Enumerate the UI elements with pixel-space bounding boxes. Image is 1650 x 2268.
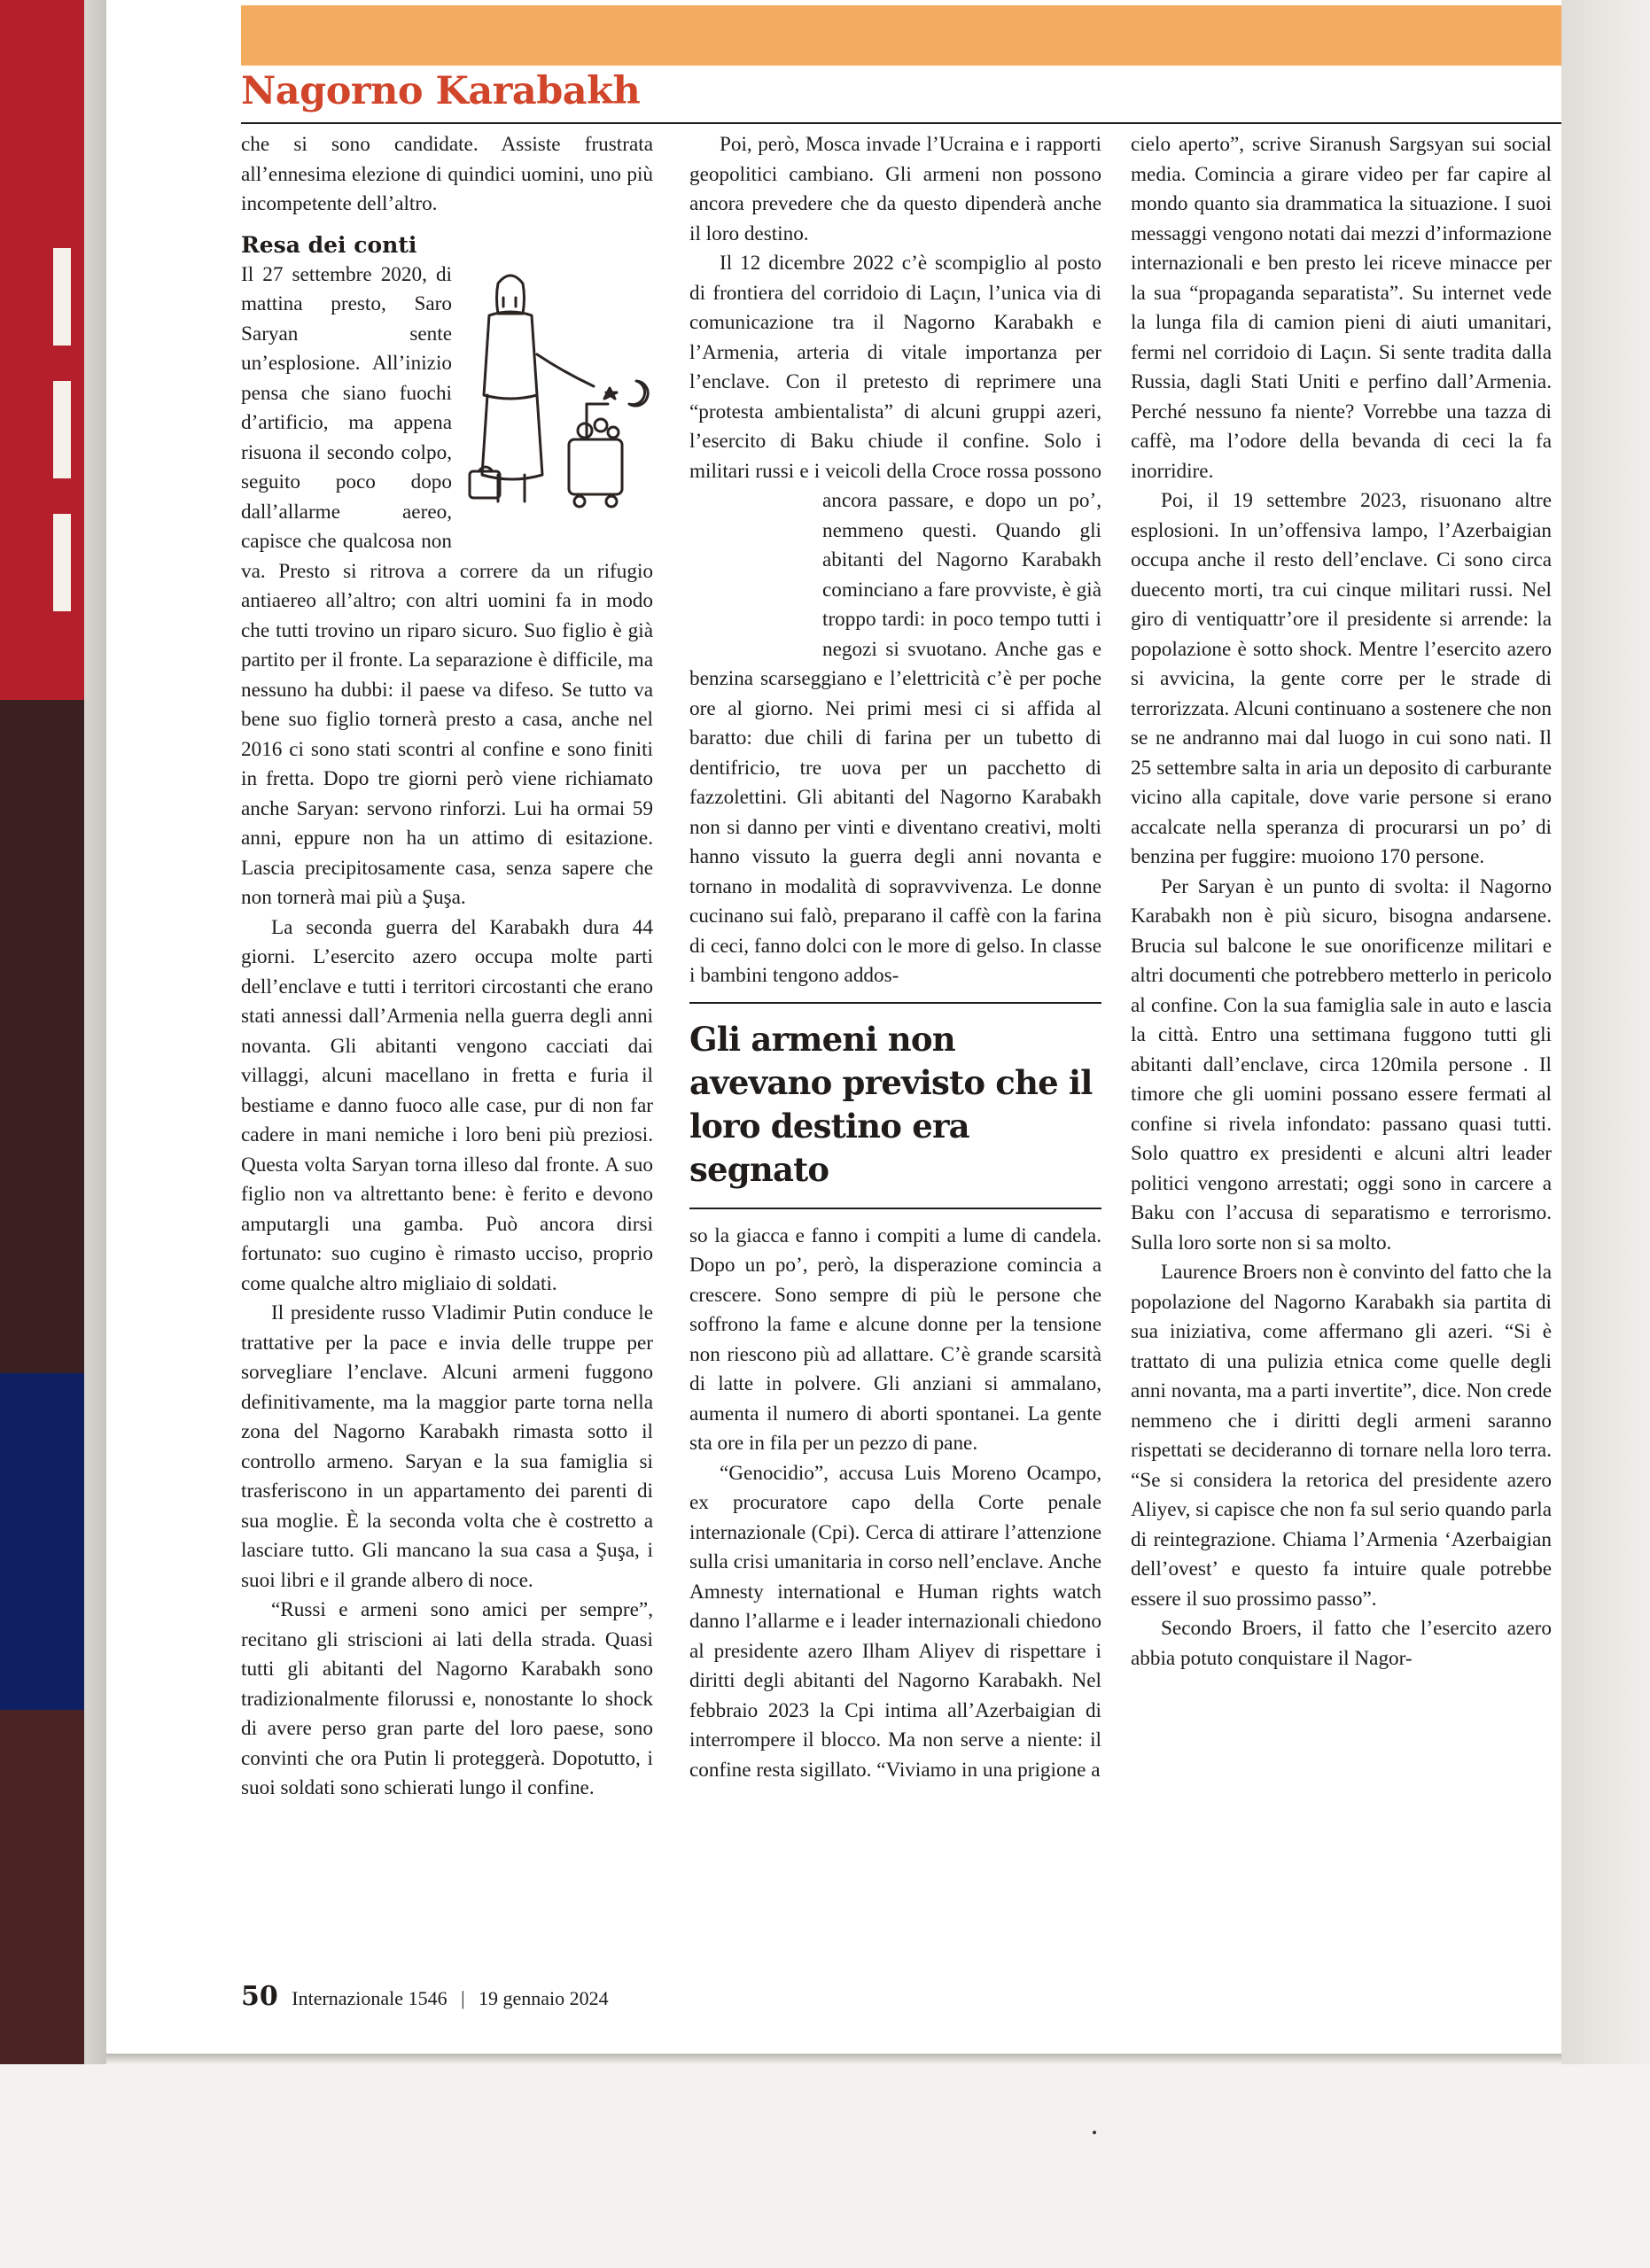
- paragraph: Poi, però, Mosca invade l’Ucraina e i rapporti geopolitici cambiano. Gli armeni non possono ancora prevedere che da questo dipenderà anche il loro destino.: [689, 133, 1101, 245]
- illustration-spacer: [689, 486, 812, 655]
- paragraph: “Genocidio”, accusa Luis Moreno Ocampo, ex procuratore capo della Corte penale internazionale (Cpi). Cerca di attirare l’attenzione sulla crisi umanitaria in corso nell’enclave. Anche Amnesty international e Human rights watch danno l’allarme e i leader internazionali chiedono al presidente azero Ilham Aliyev di rispettare i diritti degli abitanti del Nagorno Karabakh. Nel febbraio 2023 la Cpi intima all’Azerbaigian di interrompere il blocco. Ma non serve a niente: il confine resta sigillato. “Viviamo in una prigione a: [689, 1461, 1101, 1782]
- paragraph: Poi, il 19 settembre 2023, risuonano altre esplosioni. In un’offensiva lampo, l’Azerbaigian occupa anche il resto dell’enclave. Ci sono circa duecento morti, tra cui cinque militari russi. Nel giro di ventiquattr’ore il presidente si arrende: la popolazione è sotto shock. Mentre l’esercito azero si avvicina, la gente corre per le strade di terrorizzata. Alcuni continuano a sostenere che non se ne andranno mai dal luogo in cui sono nati. Il 25 settembre salta in aria un deposito di carburante vicino alla capitale, dove varie persone si erano accalcate nella speranza di procurarsi un po’ di benzina per fuggire: muoiono 170 persone.: [1131, 489, 1552, 868]
- paragraph: Il presidente russo Vladimir Putin conduce le trattative per la pace e invia delle truppe per sorvegliare l’enclave. Alcuni armeni fuggono definitivamente, ma la maggior parte torna nella zona del Nagorno Karabakh rimasta sotto il controllo armeno. Saryan e la sua famiglia si trasferiscono in un appartamento dei parenti di sua moglie. È la seconda volta che è costretto a lasciare tutto. Gli mancano la sua casa a Şuşa, i suoi libri e il grande albero di noce.: [241, 1301, 653, 1592]
- pull-quote: [689, 1002, 1101, 1209]
- woman-with-luggage-and-moon-icon: [463, 266, 653, 532]
- page-footer: [241, 1981, 609, 2012]
- paragraph: so la giacca e fanno i compiti a lume di candela. Dopo un po’, però, la disperazione comincia a crescere. Sono sempre di più le persone che soffrono la fame e alcune donne per la tensione non riescono più ad allattare. C’è grande scarsità di latte in polvere. Gli anziani si ammalano, aumenta il numero di aborti spontanei. La gente sta ore in fila per un pezzo di pane.: [689, 1223, 1101, 1455]
- publication-name: Internazionale 1546: [292, 1987, 448, 2009]
- article-column-1: [241, 130, 653, 1804]
- paragraph: Per Saryan è un punto di svolta: il Nagorno Karabakh non è più sicuro, bisogna andarsene. Brucia sul balcone le sue onorificenze militari e altri documenti che potrebbero metterlo in pericolo al confine. Con la sua famiglia sale in auto e lascia la città. Entro una settimana fuggono tutti gli abitanti dall’enclave, circa 120mila persone . Il timore che gli uomini possano essere fermati al confine si rivela infondato: passano quasi tutti. Solo quattro ex presidenti e alcuni altri leader politici vengono arrestati; oggi sono in carcere a Baku con l’accusa di separatismo e terrorismo. Sulla loro sorte non si sa molto.: [1131, 874, 1552, 1254]
- header-accent-band: [241, 5, 1561, 66]
- page-number: 50: [241, 1981, 278, 2012]
- footer-separator: |: [461, 1987, 465, 2009]
- paragraph: Il 12 dicembre 2022 c’è scompiglio al posto di frontiera del corridoio di Laçın, l’unica via di comunicazione tra il Nagorno Karabakh e l’Armenia, arteria di vitale importanza per l’enclave. Con il pretesto di reprimere una “protesta ambientalista” di alcuni gruppi azeri, l’esercito di Baku chiude il confine. Solo i militari russi e i veicoli della Croce rossa possono ancora passare, e dopo un po’, nemmeno questi. Quando gli abitanti del Nagorno Karabakh cominciano a fare provviste, è già troppo tardi: in poco tempo tutti i negozi si svuotano. Anche gas e benzina scarseggiano e l’elettricità c’è per poche ore al giorno. Nei primi mesi ci si affida al baratto: due chili di farina per un tubetto di dentifricio, tre uova per un pacchetto di fazzolettini. Gli abitanti del Nagorno Karabakh non si danno per vinti e diventano creativi, molti hanno vissuto la guerra degli anni novanta e tornano in modalità di sopravvivenza. Le donne cucinano sui falò, preparano il caffè con la farina di ceci, fanno dolci con le more di gelso. In classe i bambini tengono addos-: [689, 252, 1101, 987]
- page-bottom-shadow: [106, 2054, 1561, 2064]
- paragraph: che si sono candidate. Assiste frustrata all’ennesima elezione di quindici uomini, uno più incompetente dell’altro.: [241, 133, 653, 215]
- paragraph: Secondo Broers, il fatto che l’esercito azero abbia potuto conquistare il Nagor-: [1131, 1617, 1552, 1670]
- article-column-3: [1131, 130, 1552, 1674]
- subheading: Resa dei conti: [241, 231, 417, 258]
- scan-speck: [1093, 2131, 1096, 2134]
- header-rule: [241, 122, 1561, 124]
- section-title: Nagorno Karabakh: [241, 69, 641, 113]
- article-column-2: [689, 130, 1101, 1785]
- issue-date: 19 gennaio 2024: [478, 1987, 609, 2009]
- paragraph: “Russi e armeni sono amici per sempre”, recitano gli striscioni ai lati della strada. Quasi tutti gli abitanti del Nagorno Karabakh sono tradizionalmente filorussi e, nonostante lo shock di avere perso gran parte del loro paese, sono convinti che ora Putin li proteggerà. Dopotutto, i suoi soldati sono schierati lungo il confine.: [241, 1598, 653, 1799]
- paragraph-with-illustration: Il 27 settembre 2020, di mattina presto, Saro Saryan sente un’esplosione. All’inizio pensa che siano fuochi d’artificio, ma appena risuona il secondo colpo, seguito poco dopo dall’allarme aereo, capisce che qualcosa non va. Presto si ritrova a correre da un rifugio antiaereo all’altro; con altri uomini fa in modo che tutti trovino un riparo sicuro. Suo figlio è già partito per il fronte. La separazione è difficile, ma nessuno ha dubbi: il paese va difeso. Se tutto va bene suo figlio tornerà presto a casa, anche nel 2016 ci sono stati scontri al confine e sono finiti in fretta. Dopo tre giorni però viene richiamato anche Saryan: servono rinforzi. Lui ha ormai 59 anni, eppure non ha un attimo di esitazione. Lascia precipitosamente casa, senza sapere che non tornerà mai più a Şuşa.: [241, 262, 653, 909]
- paragraph: La seconda guerra del Karabakh dura 44 giorni. L’esercito azero occupa molte parti dell’enclave e tutti i territori circostanti che erano stati annessi dall’Armenia nella guerra degli anni novanta. Gli abitanti vengono cacciati dai villaggi, alcuni macellano in fretta e furia il bestiame e danno fuoco alle case, pur di non far cadere in mani nemiche i loro beni più preziosi. Questa volta Saryan torna illeso dal fronte. A suo figlio non va altrettanto bene: è ferito e devono amputargli una gamba. Può ancora dirsi fortunato: suo cugino è rimasto ucciso, proprio come qualche altro migliaio di soldati.: [241, 915, 653, 1295]
- paragraph: cielo aperto”, scrive Siranush Sargsyan sui social media. Comincia a girare video per far capire al mondo quanto sia drammatica la situazione. I suoi messaggi vengono notati dai mezzi d’informazione internazionali e ben presto lei riceve minacce per la sua “propaganda separatista”. Su internet vede la lunga fila di camion pieni di aiuti umanitari, fermi nel corridoio di Laçın. Si sente tradita dalla Russia, dagli Stati Uniti e perfino dall’Armenia. Perché nessuno fa niente? Vorrebbe una tazza di caffè, ma l’odore della bevanda di ceci la fa inorridire.: [1131, 133, 1552, 483]
- paragraph: Laurence Broers non è convinto del fatto che la popolazione del Nagorno Karabakh sia partita di sua iniziativa, come affermano gli azeri. “Si è trattato di una pulizia etnica come quelle degli anni novanta, ma a parti invertite”, dice. Non crede nemmeno che i diritti degli armeni saranno rispettati se decideranno di tornare nella loro terra. “Se si considera la retorica del presidente azero Aliyev, si capisce che non fa sul serio quando parla di reintegrazione. Chiama l’Armenia ‘Azerbaigian dell’ovest’ e questo fa intuire quale potrebbe essere il suo prossimo passo”.: [1131, 1261, 1552, 1611]
- page-edge: [1561, 0, 1650, 2064]
- pull-quote-text: Gli armeni non avevano previsto che il loro destino era segnato: [689, 1019, 1093, 1189]
